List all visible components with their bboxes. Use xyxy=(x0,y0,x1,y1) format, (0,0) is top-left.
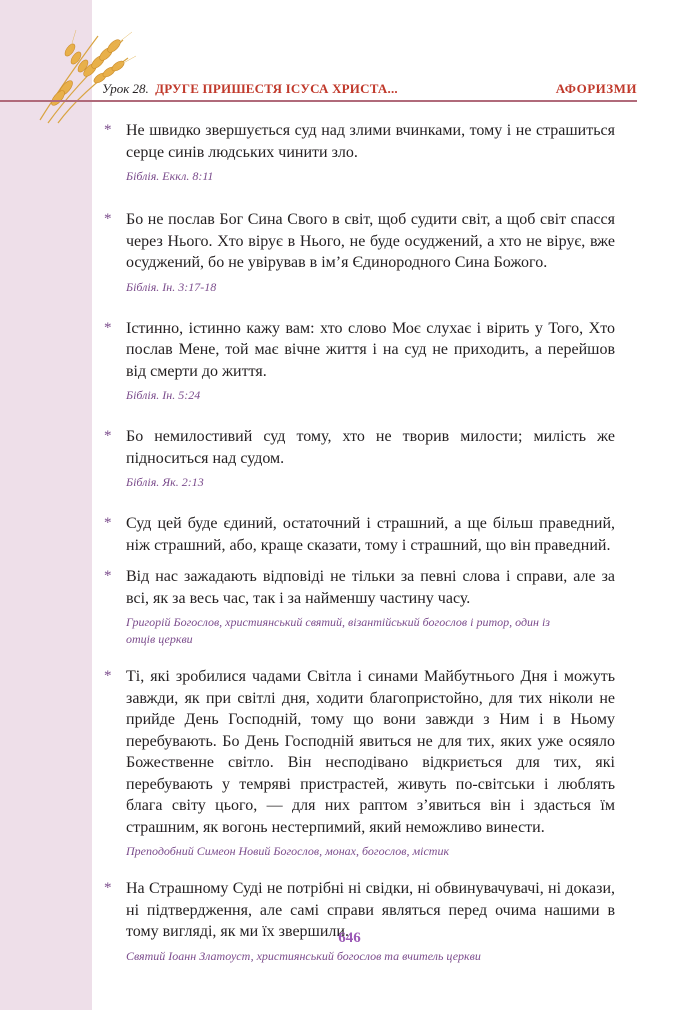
quote-item xyxy=(104,566,615,648)
quote-source: Біблія. Ін. 3:17-18 xyxy=(126,279,217,294)
bullet-asterisk-icon: * xyxy=(104,880,112,896)
bullet-asterisk-icon: * xyxy=(104,668,112,684)
quote-text: На Страшному Суді не потрібні ні свідки, ні обвинувачувачі, ні докази, ні підтвердження, але самі справи являться перед очима нашими в тому вигляді, як ми їх звершили. xyxy=(126,880,615,940)
quote-source: Біблія. Як. 2:13 xyxy=(126,475,204,489)
quote-item xyxy=(104,209,615,296)
quote-item xyxy=(104,513,615,556)
quote-item xyxy=(104,120,615,185)
quote-source: Біблія. Еккл. 8:11 xyxy=(126,169,214,183)
lesson-number: Урок 28. xyxy=(102,81,149,96)
lesson-title: ДРУГЕ ПРИШЕСТЯ ІСУСА ХРИСТА... xyxy=(155,81,398,96)
quote-text: Бо не послав Бог Сина Свого в світ, щоб судити світ, а щоб світ спасся через Нього. Хто вірує в Нього, не буде осуджений, а хто не вірує, вже осуджений, бо не увірував в ім’я Єдинородного Сина Божого. xyxy=(126,211,615,271)
page-sidebar xyxy=(0,0,92,1010)
quote-text: Суд цей буде єдиний, остаточний і страшний, а ще більш праведний, ніж страшний, або, краще сказати, тому і страшний, що він праведний. xyxy=(126,515,615,554)
quote-item xyxy=(104,426,615,491)
header-divider xyxy=(0,100,637,102)
quote-item xyxy=(104,878,615,965)
quote-text: Ті, які зробилися чадами Світла і синами Майбутнього Дня і можуть завжди, як при світлі дня, ходити благопристойно, для тих ніколи не прийде День Господній, тому що вони завжди з Ним і в Ньому перебувають. Бо День Господній явиться не для тих, яких уже осяяло Божественне світло. Він несподівано відкриється для тих, які перебувають у темряві пристрастей, живуть по-світськи і люблять блага світу цього, — для них раптом з’явиться він і здасться їм страшним, як вогонь нестерпимий, який неможливо винести. xyxy=(126,668,615,836)
bullet-asterisk-icon: * xyxy=(104,568,112,584)
quote-source: Григорій Богослов, християнський святий, візантійський богослов і ритор, один із отців церкви xyxy=(126,615,550,646)
section-title: АФОРИЗМИ xyxy=(555,81,637,96)
bullet-asterisk-icon: * xyxy=(104,515,112,531)
quote-text: Від нас зажадають відповіді не тільки за певні слова і справи, але за всі, як за весь час, так і за найменшу частину часу. xyxy=(126,568,615,607)
bullet-asterisk-icon: * xyxy=(104,211,112,227)
quote-text: Істинно, істинно кажу вам: хто слово Моє слухає і вірить у Того, Хто послав Мене, той має вічне життя і на суд не приходить, а перейшов від смерти до життя. xyxy=(126,319,615,380)
quotes-list xyxy=(104,120,615,965)
quote-source: Преподобний Симеон Новий Богослов, монах, богослов, містик xyxy=(126,844,450,858)
lesson-heading xyxy=(102,81,398,97)
page-header xyxy=(92,78,637,102)
quote-source: Святий Іоанн Златоуст, християнський богослов та вчитель церкви xyxy=(126,948,481,963)
quote-text: Не швидко звершується суд над злими вчинками, тому і не страшиться серце синів людських чинити зло. xyxy=(126,122,615,161)
page-number: 646 xyxy=(338,930,361,946)
bullet-asterisk-icon: * xyxy=(104,122,112,138)
quote-text: Бо немилостивий суд тому, хто не творив милости; милість же підноситься над судом. xyxy=(126,428,615,467)
bullet-asterisk-icon: * xyxy=(104,319,112,336)
quote-item xyxy=(104,666,615,860)
quote-item xyxy=(104,318,615,405)
bullet-asterisk-icon: * xyxy=(104,428,112,444)
quote-source: Біблія. Ін. 5:24 xyxy=(126,388,201,402)
